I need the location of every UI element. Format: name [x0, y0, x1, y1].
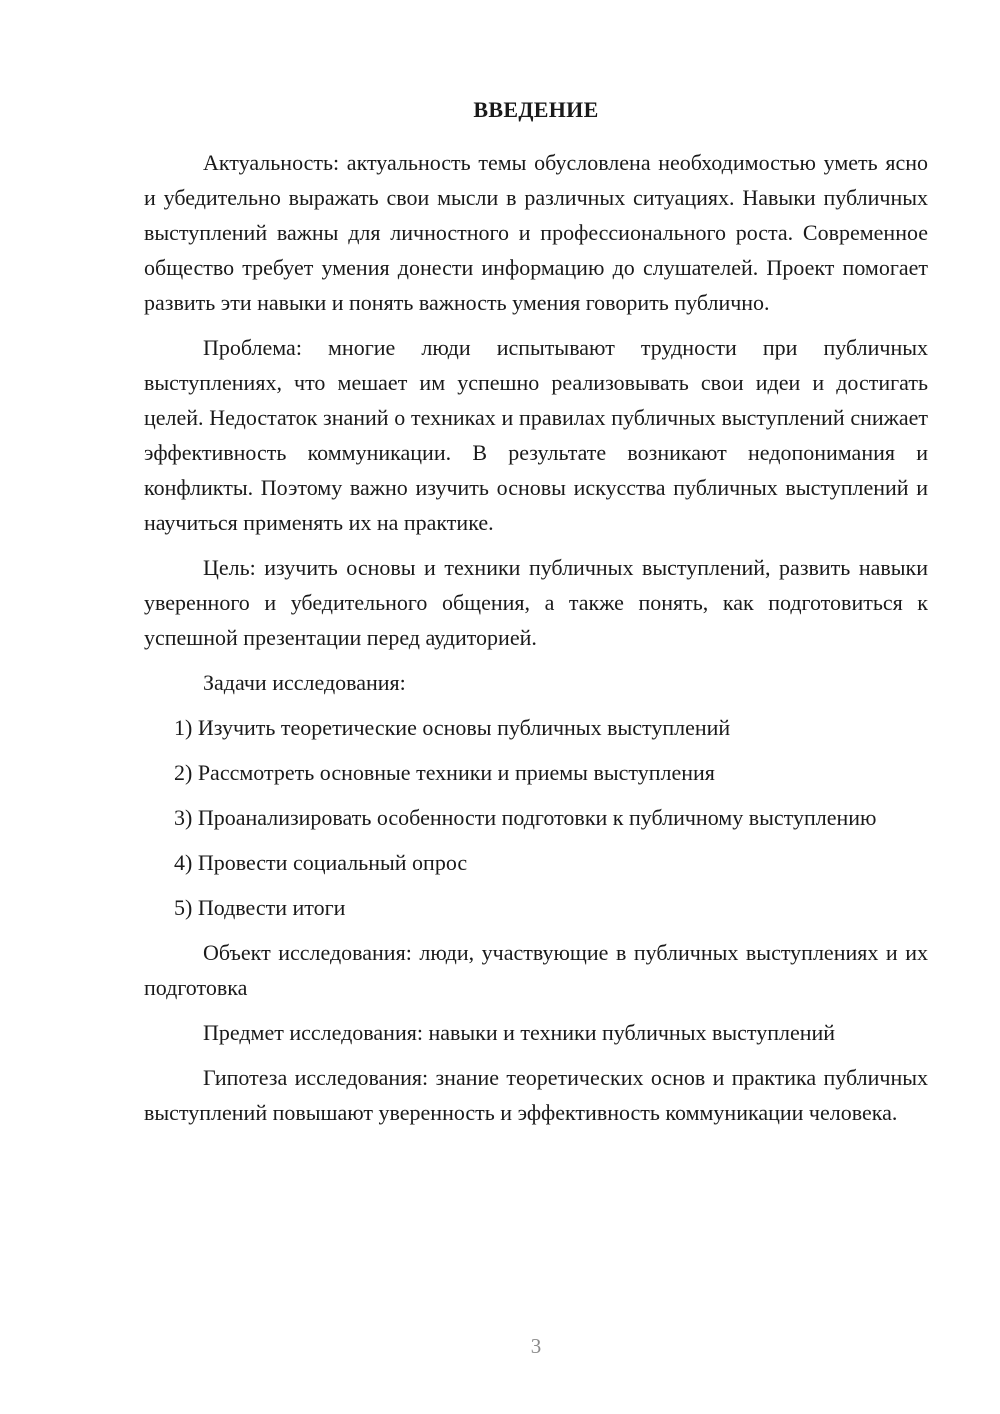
- task-item-1: 1) Изучить теоретические основы публичных выступлений: [174, 715, 731, 740]
- document-body: [144, 92, 928, 1140]
- paragraph-hypothesis: Гипотеза исследования: знание теоретических основ и практика публичных выступлений повышают уверенность и эффективность коммуникации человека.: [144, 1065, 928, 1125]
- task-item-4: 4) Провести социальный опрос: [174, 850, 468, 875]
- paragraph-relevance: Актуальность: актуальность темы обусловлена необходимостью уметь ясно и убедительно выражать свои мысли в различных ситуациях. Навыки публичных выступлений важны для личностного и профессионального роста. Современное общество требует умения донести информацию до слушателей. Проект помогает развить эти навыки и понять важность умения говорить публично.: [144, 150, 928, 315]
- task-item-5: 5) Подвести итоги: [174, 895, 346, 920]
- task-item-3: 3) Проанализировать особенности подготовки к публичному выступлению: [174, 805, 877, 830]
- paragraph-subject: Предмет исследования: навыки и техники публичных выступлений: [203, 1020, 836, 1045]
- section-title: ВВЕДЕНИЕ: [473, 97, 599, 122]
- task-item-2: 2) Рассмотреть основные техники и приемы выступления: [174, 760, 715, 785]
- page-number: 3: [530, 1334, 542, 1358]
- paragraph-goal: Цель: изучить основы и техники публичных выступлений, развить навыки уверенного и убедительного общения, а также понять, как подготовиться к успешной презентации перед аудиторией.: [144, 555, 928, 650]
- tasks-heading: Задачи исследования:: [203, 670, 406, 695]
- paragraph-problem: Проблема: многие люди испытывают трудности при публичных выступлениях, что мешает им успешно реализовывать свои идеи и достигать целей. Недостаток знаний о техниках и правилах публичных выступлений снижает эффективность коммуникации. В результате возникают недопонимания и конфликты. Поэтому важно изучить основы искусства публичных выступлений и научиться применять их на практике.: [144, 335, 928, 535]
- paragraph-object: Объект исследования: люди, участвующие в публичных выступлениях и их подготовка: [144, 940, 928, 1000]
